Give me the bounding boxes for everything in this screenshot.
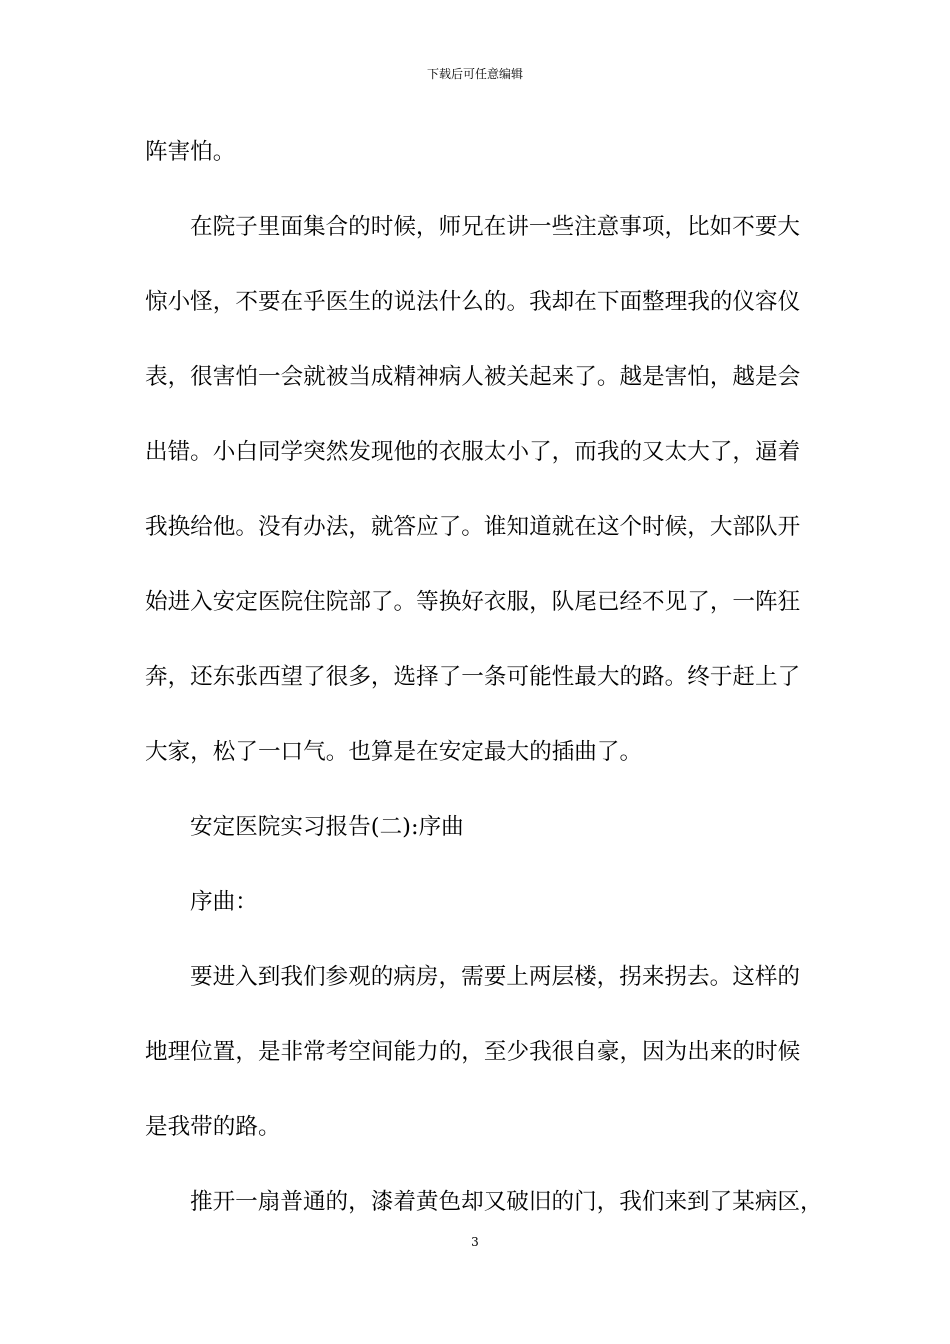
document-body (145, 128, 825, 1253)
text-line: 阵害怕。 (145, 139, 236, 165)
page-header: 下载后可任意编辑 (426, 67, 523, 81)
text-line: 地理位置，是非常考空间能力的，至少我很自豪，因为出来的时候 (145, 1039, 801, 1065)
text-line: 推开一扇普通的，漆着黄色却又破旧的门，我们来到了某病区， (190, 1189, 823, 1215)
text-line: 出错。小白同学突然发现他的衣服太小了，而我的又太大了，逼着 (145, 439, 801, 465)
text-line: 我换给他。没有办法，就答应了。谁知道就在这个时候，大部队开 (145, 514, 801, 540)
text-line: 是我带的路。 (145, 1114, 281, 1140)
page-number: 3 (471, 1235, 479, 1249)
text-line: 表，很害怕一会就被当成精神病人被关起来了。越是害怕，越是会 (145, 364, 801, 390)
text-line: 在院子里面集合的时候，师兄在讲一些注意事项，比如不要大 (190, 214, 801, 240)
text-line: 要进入到我们参观的病房，需要上两层楼，拐来拐去。这样的 (190, 964, 801, 990)
section-heading: 安定医院实习报告(二):序曲 (190, 814, 464, 840)
text-line: 惊小怪，不要在乎医生的说法什么的。我却在下面整理我的仪容仪 (145, 289, 801, 315)
text-line: 大家，松了一口气。也算是在安定最大的插曲了。 (145, 739, 643, 765)
text-line: 始进入安定医院住院部了。等换好衣服，队尾已经不见了，一阵狂 (145, 589, 801, 615)
text-line: 奔，还东张西望了很多，选择了一条可能性最大的路。终于赶上了 (145, 664, 801, 690)
subsection-heading: 序曲： (190, 889, 258, 915)
